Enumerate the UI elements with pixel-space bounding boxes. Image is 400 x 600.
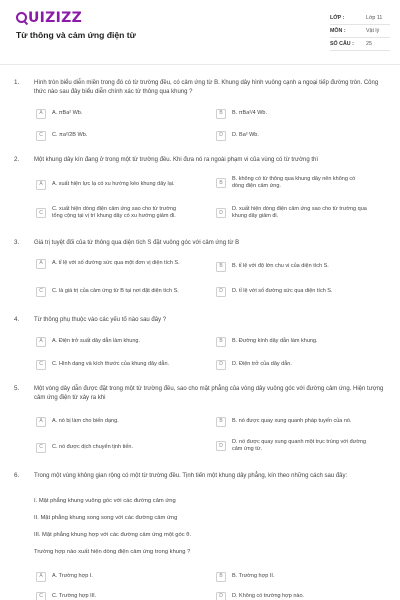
option-a[interactable]: [36, 572, 187, 582]
question-number: 1.: [14, 79, 20, 86]
option-letter-box: C: [36, 287, 46, 297]
option-b[interactable]: [216, 176, 367, 190]
option-letter-box: A: [36, 417, 46, 427]
option-d[interactable]: [216, 360, 367, 370]
option-c[interactable]: [36, 360, 187, 370]
meta-row-subject: [330, 25, 390, 38]
option-a[interactable]: [36, 180, 187, 190]
option-d[interactable]: [216, 439, 367, 453]
option-text: B. không có từ thông qua khung dây nên không có dòng điện cảm ứng.: [232, 176, 356, 190]
option-text: B. πBa²/4 Wb.: [232, 110, 267, 117]
option-letter-box: D: [216, 441, 226, 451]
option-letter-box: D: [216, 287, 226, 297]
option-letter-box: B: [216, 109, 226, 119]
option-letter-box: A: [36, 572, 46, 582]
option-text: B. Đường kính dây dẫn làm khung.: [232, 338, 318, 345]
option-c[interactable]: [36, 592, 187, 600]
meta-value: Lớp 11: [366, 15, 383, 21]
option-d[interactable]: [216, 206, 367, 220]
option-letter-box: B: [216, 417, 226, 427]
header-divider: [0, 64, 400, 65]
option-text: C. là giá trị của cảm ứng từ B tại nơi đặt diện tích S.: [52, 288, 179, 295]
option-text: A. xuất hiện lực lạ có xu hướng kéo khung dây lại.: [52, 181, 175, 188]
option-text: A. nó bị làm cho biến dạng.: [52, 418, 119, 425]
question-number: 2.: [14, 156, 20, 163]
option-text: D. Ba² Wb.: [232, 132, 259, 139]
quizizz-logo: [16, 10, 82, 26]
option-a[interactable]: [36, 337, 187, 347]
option-text: A. πBa² Wb.: [52, 110, 83, 117]
option-letter-box: B: [216, 178, 226, 188]
option-text: C. xuất hiện dòng điện cảm ứng sao cho từ trường tổng cộng tại vị trí khung dây có xu hướng giảm đi.: [52, 206, 177, 220]
option-letter-box: C: [36, 131, 46, 141]
option-letter-box: B: [216, 572, 226, 582]
question-number: 3.: [14, 239, 20, 246]
option-text: C. πa²/2B Wb.: [52, 132, 88, 139]
question-text: Trong một vùng không gian rộng có một từ trường đều. Tịnh tiến một khung dây phẳng, kín theo những cách sau đây:: [34, 473, 348, 479]
option-a[interactable]: [36, 109, 187, 119]
option-letter-box: C: [36, 208, 46, 218]
option-b[interactable]: [216, 109, 367, 119]
meta-key: LỚP :: [330, 15, 345, 21]
option-letter-box: A: [36, 259, 46, 269]
option-letter-box: C: [36, 443, 46, 453]
question-text: Giá trị tuyệt đối của từ thông qua diện tích S đặt vuông góc với cảm ứng từ B: [34, 240, 240, 246]
option-c[interactable]: [36, 287, 187, 297]
option-c[interactable]: [36, 131, 187, 141]
option-d[interactable]: [216, 287, 367, 297]
question-text: Một vòng dây dẫn được đặt trong một từ trường đều, sao cho mặt phẳng của vòng dây vuông góc với đường cảm ứng. Hiện tượng cảm ứng điện từ xảy ra khi: [34, 386, 384, 402]
option-letter-box: A: [36, 109, 46, 119]
worksheet-title: Từ thông và cảm ứng điện từ: [16, 30, 136, 40]
statement-2: II. Mặt phẳng khung song song với các đường cảm ứng: [34, 515, 178, 521]
question-text: Một khung dây kín đang ở trong một từ trường đều. Khi đưa nó ra ngoài phạm vi của vùng có từ trường thì: [34, 157, 319, 163]
option-d[interactable]: [216, 592, 367, 600]
option-letter-box: C: [36, 592, 46, 600]
option-text: A. tỉ lệ với số đường sức qua một đơn vị diện tích S.: [52, 260, 180, 267]
option-letter-box: A: [36, 337, 46, 347]
option-letter-box: D: [216, 131, 226, 141]
question-text: Từ thông phụ thuộc vào các yếu tố nào sau đây ?: [34, 317, 167, 323]
meta-row-class: [330, 12, 390, 25]
statement-1: I. Mặt phẳng khung vuông góc với các đường cảm ứng: [34, 498, 176, 504]
worksheet-header: [0, 0, 400, 62]
question-number: 4.: [14, 316, 20, 323]
option-a[interactable]: [36, 259, 187, 269]
option-text: D. nó được quay xung quanh một trục trùng với đường cảm ứng từ.: [232, 439, 367, 453]
logo-text: UIZIZZ: [28, 10, 83, 26]
option-text: C. Hình dạng và kích thước của khung dây dẫn.: [52, 361, 170, 368]
option-letter-box: A: [36, 180, 46, 190]
meta-value: 25: [366, 41, 372, 47]
question-text: Hình tròn biểu diễn miền trong đó có từ trường đều, có cảm ứng từ B. Khung dây hình vuông cạnh a ngoại tiếp đường tròn. Công thức nào sau đây biểu diễn chính xác từ thông qua khung ?: [34, 80, 379, 96]
question-number: 6.: [14, 472, 20, 479]
question-prompt: Trường hợp nào xuất hiện dòng điện cảm ứng trong khung ?: [34, 549, 191, 555]
option-d[interactable]: [216, 131, 367, 141]
option-text: D. tỉ lệ với số đường sức qua diện tích S.: [232, 288, 333, 295]
option-text: B. nó được quay xung quanh pháp tuyến của nó.: [232, 418, 352, 425]
option-letter-box: D: [216, 208, 226, 218]
statement-3: III. Mặt phẳng khung hợp với các đường cảm ứng một góc θ.: [34, 532, 192, 538]
logo-q-mark: [16, 12, 27, 23]
option-b[interactable]: [216, 572, 367, 582]
option-b[interactable]: [216, 262, 367, 272]
option-letter-box: D: [216, 360, 226, 370]
option-letter-box: C: [36, 360, 46, 370]
option-letter-box: B: [216, 262, 226, 272]
option-c[interactable]: [36, 443, 187, 453]
option-text: C. Trường hợp III.: [52, 593, 97, 600]
option-letter-box: D: [216, 592, 226, 600]
option-c[interactable]: [36, 206, 187, 220]
option-letter-box: B: [216, 337, 226, 347]
option-text: A. Điện trở suất dây dẫn làm khung.: [52, 338, 140, 345]
option-text: D. xuất hiện dòng điện cảm ứng sao cho từ trường qua khung dây giảm đi.: [232, 206, 367, 220]
question-number: 5.: [14, 385, 20, 392]
option-a[interactable]: [36, 417, 187, 427]
option-text: B. Trường hợp II.: [232, 573, 275, 580]
option-text: D. Điện trở của dây dẫn.: [232, 361, 292, 368]
option-text: D. Không có trường hợp nào.: [232, 593, 305, 600]
option-b[interactable]: [216, 337, 367, 347]
meta-key: SỐ CÂU :: [330, 41, 354, 47]
option-b[interactable]: [216, 417, 367, 427]
option-text: B. tỉ lệ với độ lớn chu vi của diện tích S.: [232, 263, 329, 270]
option-text: C. nó được dịch chuyển tịnh tiến.: [52, 444, 133, 451]
option-text: A. Trường hợp I.: [52, 573, 93, 580]
worksheet-meta: [330, 12, 390, 51]
meta-row-count: [330, 38, 390, 51]
meta-key: MÔN :: [330, 28, 346, 34]
meta-value: Vật lý: [366, 28, 380, 34]
